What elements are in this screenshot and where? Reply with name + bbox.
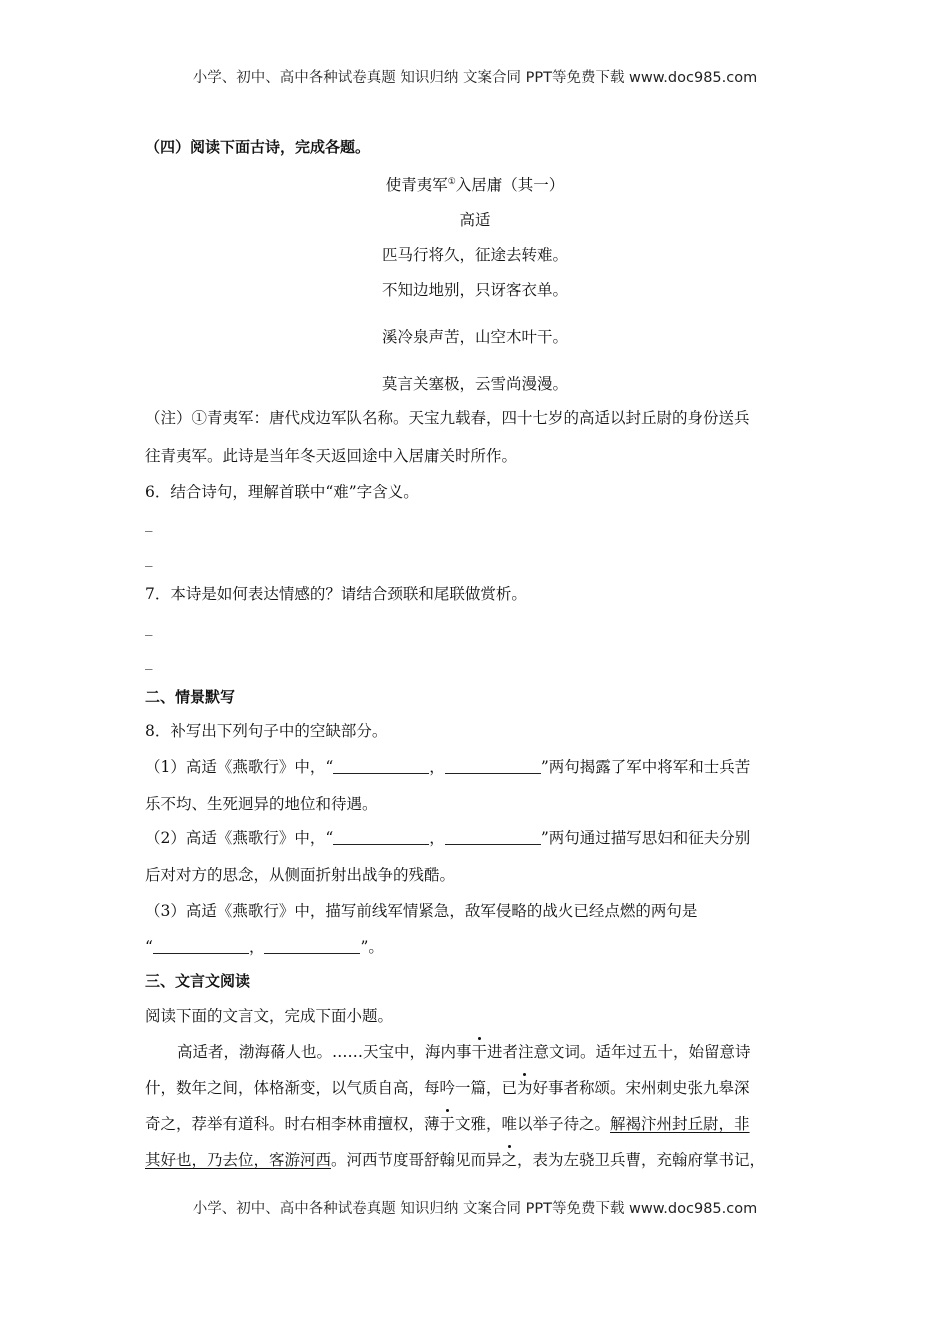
emphasis-char-zhi: 之 (502, 1148, 518, 1170)
fill-item-1 (145, 755, 750, 777)
section-3-heading: 三、文言文阅读 (145, 972, 251, 990)
question-8: 8．补写出下列句子中的空缺部分。 (145, 722, 388, 740)
fill-item-1-cont: 乐不均、生死迥异的地位和待遇。 (145, 795, 378, 813)
fill-item-1-suffix: ”两句揭露了军中将军和士兵苦 (540, 758, 751, 776)
fill-item-2-suffix: ”两句通过描写思妇和征夫分别 (540, 829, 751, 847)
fill-item-1-prefix: （1）高适《燕歌行》中，“ (145, 758, 334, 776)
question-6: 6．结合诗句，理解首联中“难”字含义。 (145, 483, 419, 501)
emphasis-char-wei: 为 (517, 1076, 533, 1098)
fill-item-2-comma: ， (429, 829, 445, 847)
poem-note-line-2: 往青夷军。此诗是当年冬天返回途中入居庸关时所作。 (145, 447, 518, 465)
passage-line-1 (177, 1040, 751, 1062)
underlined-sentence-part-1: 解褐汴州封丘尉，非 (610, 1115, 750, 1133)
answer-line-7b: _ (145, 652, 153, 670)
passage-line-1-b: 进者注意文词。适年过五十，始留意诗 (487, 1043, 751, 1061)
passage-line-3-b: 文雅，唯以举子待之。 (455, 1115, 611, 1133)
blank-2a[interactable] (333, 830, 429, 845)
question-7: 7．本诗是如何表达情感的？请结合颈联和尾联做赏析。 (145, 585, 527, 603)
poem-author: 高适 (459, 211, 491, 229)
passage-line-4 (145, 1148, 765, 1170)
fill-item-2-cont: 后对对方的思念，从侧面折射出战争的残酷。 (145, 866, 456, 884)
fill-item-3: （3）高适《燕歌行》中，描写前线军情紧急，敌军侵略的战火已经点燃的两句是 (145, 902, 698, 920)
page-header: 小学、初中、高中各种试卷真题 知识归纳 文案合同 PPT等免费下载 www.doc985.com (192, 70, 758, 86)
page-footer: 小学、初中、高中各种试卷真题 知识归纳 文案合同 PPT等免费下载 www.doc985.com (192, 1201, 758, 1217)
poem-title-rest: 入居庸（其一） (455, 176, 565, 194)
passage-line-3-a: 奇之，荐举有道科。时右相李林甫擅权，薄 (145, 1115, 440, 1133)
poem-line-2: 不知边地别，只讶客衣单。 (381, 281, 568, 299)
passage-line-4-a: 。河西节度哥舒翰见而异 (331, 1151, 502, 1169)
poem-title-text: 使青夷军 (385, 176, 448, 194)
passage-line-2 (145, 1076, 750, 1098)
poem-note-line-1: （注）①青夷军：唐代戍边军队名称。天宝九载春，四十七岁的高适以封丘尉的身份送兵 (145, 409, 750, 427)
blank-3b[interactable] (264, 939, 360, 954)
blank-2b[interactable] (445, 830, 541, 845)
fill-item-3-close-quote: ”。 (360, 938, 384, 956)
blank-1a[interactable] (333, 759, 429, 774)
passage-line-1-a: 高适者，渤海蓨人也。……天宝中，海内事 (177, 1043, 472, 1061)
section-2-heading: 二、情景默写 (145, 688, 236, 706)
poem-line-4: 莫言关塞极，云雪尚漫漫。 (381, 375, 568, 393)
fill-item-2-prefix: （2）高适《燕歌行》中，“ (145, 829, 334, 847)
emphasis-char-yu: 于 (440, 1112, 456, 1134)
answer-line-7a: _ (145, 618, 153, 636)
poem-line-3: 溪冷泉声苦，山空木叶干。 (381, 328, 568, 346)
section-4-heading: （四）阅读下面古诗，完成各题。 (145, 138, 371, 156)
answer-line-6b: _ (145, 549, 153, 567)
poem-title-note-mark: ① (447, 176, 456, 187)
passage-line-3 (145, 1112, 750, 1134)
passage-line-2-a: 什，数年之间，体格渐变，以气质自高，每吟一篇，已 (145, 1079, 518, 1097)
fill-item-3-comma: ， (248, 938, 265, 956)
fill-item-1-comma: ， (429, 758, 445, 776)
answer-line-6a: _ (145, 514, 153, 532)
passage-line-2-b: 好事者称颂。宋州刺史张九皋深 (532, 1079, 750, 1097)
underlined-sentence-part-2: 其好也，乃去位，客游河西 (145, 1151, 332, 1169)
passage-line-4-b: ，表为左骁卫兵曹，充翰府掌书记， (517, 1151, 766, 1169)
blank-3a[interactable] (153, 939, 249, 954)
fill-item-3-open-quote: “ (145, 938, 153, 956)
section-3-intro: 阅读下面的文言文，完成下面小题。 (145, 1007, 394, 1025)
poem-line-1: 匹马行将久，征途去转难。 (381, 246, 568, 264)
emphasis-char-gan: 干 (472, 1040, 488, 1062)
blank-1b[interactable] (445, 759, 541, 774)
poem-title (0, 173, 950, 195)
fill-item-3-cont (145, 935, 384, 957)
fill-item-2 (145, 826, 750, 848)
